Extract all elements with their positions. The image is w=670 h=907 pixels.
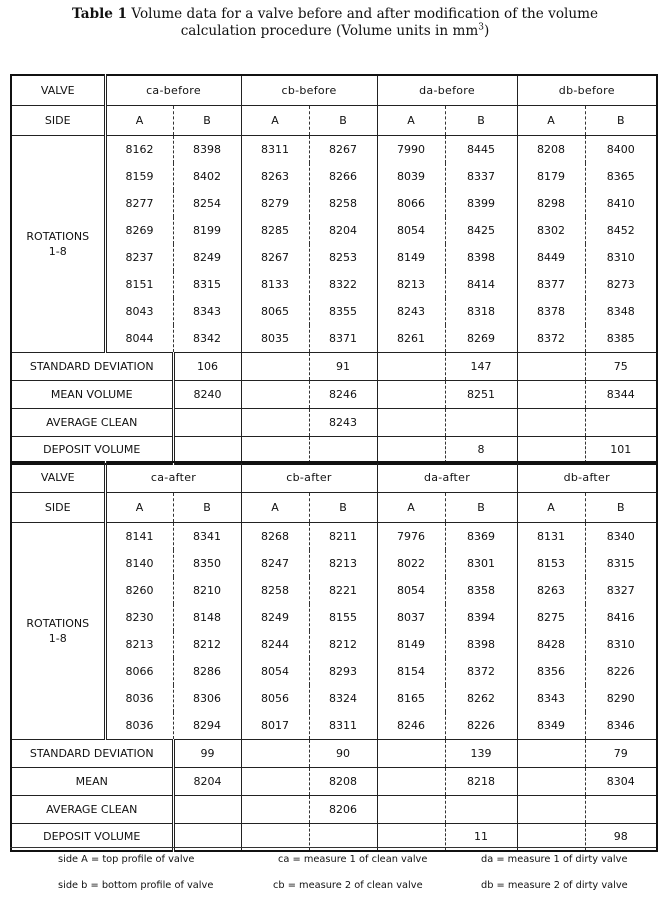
volume-cell: 8056 — [241, 685, 309, 712]
side-header: B — [445, 105, 517, 135]
table-row — [11, 577, 657, 604]
volume-cell: 8131 — [517, 522, 585, 550]
volume-cell: 8269 — [105, 217, 173, 244]
after-table — [10, 461, 658, 852]
volume-cell: 8253 — [309, 244, 377, 271]
summary-value: 8206 — [309, 795, 377, 823]
volume-cell: 8285 — [241, 217, 309, 244]
side-header: B — [585, 492, 657, 522]
side-header: A — [517, 105, 585, 135]
summary-value: 90 — [309, 739, 377, 767]
summary-empty-cell — [377, 352, 445, 380]
volume-cell: 8039 — [377, 163, 445, 190]
side-header: A — [517, 492, 585, 522]
summary-row — [11, 767, 657, 795]
table-row — [11, 190, 657, 217]
valve-group-header: cb-before — [241, 75, 377, 105]
summary-label: DEPOSIT VOLUME — [11, 823, 173, 851]
volume-cell: 8226 — [445, 712, 517, 740]
summary-value: 8243 — [309, 408, 377, 436]
volume-cell: 8267 — [241, 244, 309, 271]
summary-empty-cell — [377, 739, 445, 767]
summary-value: 106 — [173, 352, 241, 380]
volume-cell: 8428 — [517, 631, 585, 658]
summary-empty-cell — [241, 739, 309, 767]
volume-cell: 7976 — [377, 522, 445, 550]
summary-empty-cell — [517, 436, 585, 464]
volume-cell: 8054 — [377, 577, 445, 604]
summary-row — [11, 380, 657, 408]
caption-text-1: Volume data for a valve before and after modification of the volume — [131, 6, 599, 22]
summary-empty-cell — [241, 408, 309, 436]
rotations-text: ROTATIONS — [26, 229, 90, 243]
table-row — [11, 631, 657, 658]
volume-cell: 8394 — [445, 604, 517, 631]
volume-cell: 8212 — [309, 631, 377, 658]
side-header: A — [377, 492, 445, 522]
table-row — [11, 658, 657, 685]
summary-empty-cell — [377, 436, 445, 464]
summary-value: 99 — [173, 739, 241, 767]
side-header: B — [173, 492, 241, 522]
volume-cell: 8212 — [173, 631, 241, 658]
volume-cell: 8348 — [585, 298, 657, 325]
volume-cell: 8213 — [105, 631, 173, 658]
summary-value: 8304 — [585, 767, 657, 795]
volume-cell: 8369 — [445, 522, 517, 550]
volume-cell: 8267 — [309, 135, 377, 163]
volume-cell: 8318 — [445, 298, 517, 325]
volume-cell: 8315 — [585, 550, 657, 577]
rotations-range: 1-8 — [48, 631, 67, 645]
summary-row — [11, 739, 657, 767]
summary-empty-cell — [241, 795, 309, 823]
summary-value: 8204 — [173, 767, 241, 795]
volume-cell: 8301 — [445, 550, 517, 577]
volume-cell: 8311 — [309, 712, 377, 740]
summary-value: 8240 — [173, 380, 241, 408]
caption-text-2-end: ) — [483, 23, 490, 39]
volume-cell: 7990 — [377, 135, 445, 163]
volume-cell: 8324 — [309, 685, 377, 712]
volume-cell: 8372 — [517, 325, 585, 353]
summary-empty-cell — [241, 352, 309, 380]
volume-cell: 8294 — [173, 712, 241, 740]
side-header: B — [445, 492, 517, 522]
rotations-label — [11, 135, 105, 352]
side-header-row — [11, 105, 657, 135]
side-header: A — [241, 492, 309, 522]
volume-cell: 8298 — [517, 190, 585, 217]
valve-group-header: ca-before — [105, 75, 241, 105]
volume-cell: 8159 — [105, 163, 173, 190]
table-row — [11, 712, 657, 740]
side-header: A — [377, 105, 445, 135]
summary-value: 79 — [585, 739, 657, 767]
volume-cell: 8221 — [309, 577, 377, 604]
legend — [10, 847, 656, 907]
table-caption — [0, 6, 670, 40]
summary-empty-cell — [377, 795, 445, 823]
volume-cell: 8340 — [585, 522, 657, 550]
volume-cell: 8410 — [585, 190, 657, 217]
side-header: B — [309, 105, 377, 135]
before-table — [10, 74, 658, 465]
summary-value — [445, 795, 517, 823]
volume-cell: 8372 — [445, 658, 517, 685]
volume-cell: 8249 — [173, 244, 241, 271]
volume-cell: 8044 — [105, 325, 173, 353]
volume-cell: 8343 — [517, 685, 585, 712]
table-row — [11, 325, 657, 353]
volume-cell: 8385 — [585, 325, 657, 353]
summary-empty-cell — [517, 767, 585, 795]
summary-label: MEAN — [11, 767, 173, 795]
volume-cell: 8022 — [377, 550, 445, 577]
volume-cell: 8277 — [105, 190, 173, 217]
volume-cell: 8452 — [585, 217, 657, 244]
valve-group-header: da-after — [377, 462, 517, 492]
rotations-label — [11, 522, 105, 739]
summary-empty-cell — [377, 408, 445, 436]
valve-group-header: cb-after — [241, 462, 377, 492]
table-row — [11, 135, 657, 163]
volume-cell: 8293 — [309, 658, 377, 685]
volume-cell: 8268 — [241, 522, 309, 550]
caption-text-2: calculation procedure (Volume units in mm — [180, 23, 479, 39]
volume-cell: 8263 — [517, 577, 585, 604]
table-row — [11, 244, 657, 271]
volume-cell: 8213 — [377, 271, 445, 298]
volume-cell: 8377 — [517, 271, 585, 298]
volume-cell: 8269 — [445, 325, 517, 353]
summary-label: DEPOSIT VOLUME — [11, 436, 173, 464]
summary-label: MEAN VOLUME — [11, 380, 173, 408]
volume-cell: 8425 — [445, 217, 517, 244]
volume-cell: 8337 — [445, 163, 517, 190]
summary-value: 8246 — [309, 380, 377, 408]
volume-cell: 8254 — [173, 190, 241, 217]
volume-cell: 8262 — [445, 685, 517, 712]
summary-empty-cell — [517, 795, 585, 823]
volume-cell: 8399 — [445, 190, 517, 217]
table-row — [11, 298, 657, 325]
volume-cell: 8346 — [585, 712, 657, 740]
volume-cell: 8054 — [377, 217, 445, 244]
volume-cell: 8149 — [377, 631, 445, 658]
summary-empty-cell — [377, 380, 445, 408]
summary-value: 8218 — [445, 767, 517, 795]
volume-cell: 8140 — [105, 550, 173, 577]
summary-empty-cell — [517, 352, 585, 380]
summary-label: STANDARD DEVIATION — [11, 352, 173, 380]
valve-header-row — [11, 462, 657, 492]
volume-cell: 8327 — [585, 577, 657, 604]
volume-cell: 8226 — [585, 658, 657, 685]
table-row — [11, 271, 657, 298]
summary-value: 75 — [585, 352, 657, 380]
summary-value — [585, 408, 657, 436]
side-header: A — [241, 105, 309, 135]
volume-cell: 8343 — [173, 298, 241, 325]
side-header: A — [105, 105, 173, 135]
summary-value: 11 — [445, 823, 517, 851]
legend-db: db = measure 2 of dirty valve — [481, 880, 628, 891]
summary-value — [173, 436, 241, 464]
summary-row — [11, 795, 657, 823]
summary-empty-cell — [377, 767, 445, 795]
summary-value: 8 — [445, 436, 517, 464]
summary-value: 98 — [585, 823, 657, 851]
volume-cell: 8036 — [105, 712, 173, 740]
volume-cell: 8310 — [585, 244, 657, 271]
volume-cell: 8311 — [241, 135, 309, 163]
volume-cell: 8155 — [309, 604, 377, 631]
volume-cell: 8275 — [517, 604, 585, 631]
summary-empty-cell — [241, 436, 309, 464]
volume-cell: 8149 — [377, 244, 445, 271]
volume-cell: 8199 — [173, 217, 241, 244]
summary-row — [11, 436, 657, 464]
volume-cell: 8356 — [517, 658, 585, 685]
side-label: SIDE — [11, 105, 105, 135]
volume-cell: 8286 — [173, 658, 241, 685]
summary-empty-cell — [517, 380, 585, 408]
volume-cell: 8273 — [585, 271, 657, 298]
table-row — [11, 550, 657, 577]
volume-cell: 8141 — [105, 522, 173, 550]
volume-cell: 8371 — [309, 325, 377, 353]
table-row — [11, 685, 657, 712]
volume-cell: 8261 — [377, 325, 445, 353]
volume-cell: 8258 — [309, 190, 377, 217]
legend-cb: cb = measure 2 of clean valve — [273, 880, 423, 891]
valve-group-header: da-before — [377, 75, 517, 105]
volume-cell: 8036 — [105, 685, 173, 712]
volume-cell: 8066 — [105, 658, 173, 685]
summary-value: 139 — [445, 739, 517, 767]
valve-group-header: db-after — [517, 462, 657, 492]
summary-empty-cell — [241, 380, 309, 408]
summary-value — [309, 436, 377, 464]
summary-value — [585, 795, 657, 823]
volume-cell: 8246 — [377, 712, 445, 740]
volume-cell: 8365 — [585, 163, 657, 190]
volume-cell: 8414 — [445, 271, 517, 298]
volume-cell: 8402 — [173, 163, 241, 190]
summary-value: 8344 — [585, 380, 657, 408]
volume-cell: 8043 — [105, 298, 173, 325]
volume-cell: 8035 — [241, 325, 309, 353]
summary-label: STANDARD DEVIATION — [11, 739, 173, 767]
volume-cell: 8230 — [105, 604, 173, 631]
volume-cell: 8315 — [173, 271, 241, 298]
volume-cell: 8065 — [241, 298, 309, 325]
summary-row — [11, 408, 657, 436]
side-header: B — [173, 105, 241, 135]
summary-label: AVERAGE CLEAN — [11, 795, 173, 823]
legend-ca: ca = measure 1 of clean valve — [278, 854, 428, 865]
volume-cell: 8237 — [105, 244, 173, 271]
volume-cell: 8244 — [241, 631, 309, 658]
valve-group-header: db-before — [517, 75, 657, 105]
volume-cell: 8349 — [517, 712, 585, 740]
volume-cell: 8398 — [445, 244, 517, 271]
volume-cell: 8204 — [309, 217, 377, 244]
volume-cell: 8054 — [241, 658, 309, 685]
volume-cell: 8306 — [173, 685, 241, 712]
legend-side-b: side b = bottom profile of valve — [58, 880, 214, 891]
side-header: B — [585, 105, 657, 135]
summary-value: 8251 — [445, 380, 517, 408]
caption-superscript: 3 — [478, 22, 484, 33]
volume-cell: 8179 — [517, 163, 585, 190]
volume-cell: 8258 — [241, 577, 309, 604]
table-row — [11, 217, 657, 244]
legend-rule — [10, 847, 656, 848]
caption-line-1 — [0, 6, 670, 23]
volume-cell: 8355 — [309, 298, 377, 325]
summary-value: 147 — [445, 352, 517, 380]
side-header: A — [105, 492, 173, 522]
volume-cell: 8398 — [445, 631, 517, 658]
side-header-row — [11, 492, 657, 522]
volume-cell: 8133 — [241, 271, 309, 298]
summary-value: 91 — [309, 352, 377, 380]
table-row — [11, 163, 657, 190]
volume-cell: 8154 — [377, 658, 445, 685]
volume-cell: 8162 — [105, 135, 173, 163]
table-number: Table 1 — [71, 6, 128, 22]
summary-value: 8208 — [309, 767, 377, 795]
volume-cell: 8416 — [585, 604, 657, 631]
volume-cell: 8208 — [517, 135, 585, 163]
volume-cell: 8066 — [377, 190, 445, 217]
summary-empty-cell — [517, 739, 585, 767]
volume-cell: 8210 — [173, 577, 241, 604]
summary-empty-cell — [241, 767, 309, 795]
volume-cell: 8358 — [445, 577, 517, 604]
side-label: SIDE — [11, 492, 105, 522]
volume-cell: 8165 — [377, 685, 445, 712]
volume-cell: 8213 — [309, 550, 377, 577]
volume-cell: 8017 — [241, 712, 309, 740]
volume-cell: 8400 — [585, 135, 657, 163]
volume-cell: 8151 — [105, 271, 173, 298]
volume-cell: 8148 — [173, 604, 241, 631]
legend-da: da = measure 1 of dirty valve — [481, 854, 628, 865]
volume-cell: 8341 — [173, 522, 241, 550]
table-row — [11, 604, 657, 631]
volume-cell: 8243 — [377, 298, 445, 325]
summary-value: 101 — [585, 436, 657, 464]
valve-label: VALVE — [11, 462, 105, 492]
legend-side-a: side A = top profile of valve — [58, 854, 195, 865]
volume-cell: 8249 — [241, 604, 309, 631]
valve-group-header: ca-after — [105, 462, 241, 492]
summary-value — [445, 408, 517, 436]
volume-cell: 8322 — [309, 271, 377, 298]
volume-cell: 8290 — [585, 685, 657, 712]
volume-cell: 8310 — [585, 631, 657, 658]
side-header: B — [309, 492, 377, 522]
summary-value — [173, 795, 241, 823]
valve-label: VALVE — [11, 75, 105, 105]
summary-label: AVERAGE CLEAN — [11, 408, 173, 436]
volume-cell: 8445 — [445, 135, 517, 163]
volume-cell: 8037 — [377, 604, 445, 631]
volume-cell: 8153 — [517, 550, 585, 577]
volume-cell: 8247 — [241, 550, 309, 577]
volume-cell: 8398 — [173, 135, 241, 163]
volume-cell: 8342 — [173, 325, 241, 353]
caption-line-2 — [0, 23, 670, 40]
rotations-text: ROTATIONS — [26, 616, 90, 630]
volume-cell: 8449 — [517, 244, 585, 271]
volume-cell: 8263 — [241, 163, 309, 190]
volume-cell: 8279 — [241, 190, 309, 217]
valve-header-row — [11, 75, 657, 105]
table-row — [11, 522, 657, 550]
summary-row — [11, 352, 657, 380]
volume-cell: 8266 — [309, 163, 377, 190]
volume-cell: 8378 — [517, 298, 585, 325]
rotations-range: 1-8 — [48, 244, 67, 258]
volume-cell: 8211 — [309, 522, 377, 550]
volume-cell: 8260 — [105, 577, 173, 604]
volume-cell: 8350 — [173, 550, 241, 577]
summary-empty-cell — [517, 408, 585, 436]
summary-value — [173, 408, 241, 436]
volume-cell: 8302 — [517, 217, 585, 244]
